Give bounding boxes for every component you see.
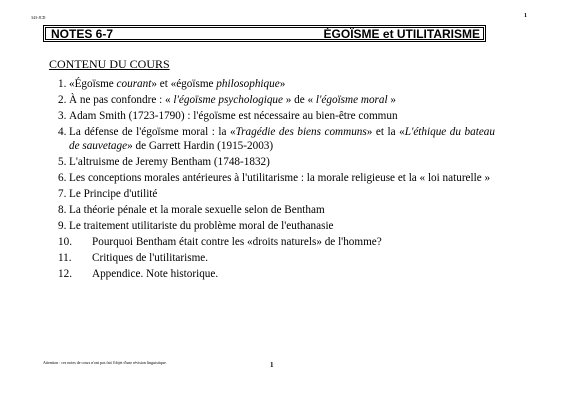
text-segment: Appendice. Note historique.: [92, 268, 219, 280]
text-segment: » et la «: [366, 126, 405, 138]
list-item-number: 7.: [58, 188, 67, 200]
list-item-text: [92, 251, 495, 265]
list-item-number: 10.: [58, 236, 72, 248]
list-item-number: 5.: [58, 156, 67, 168]
title-box: [43, 25, 486, 42]
list-item: [58, 155, 495, 169]
list-item-text: [69, 93, 495, 107]
list-item: [58, 203, 495, 217]
list-item: [58, 219, 495, 233]
page-number-bottom: 1: [270, 361, 274, 369]
list-item-text: [92, 267, 495, 281]
text-segment: » et «égoïsme: [151, 78, 217, 90]
list-item-number: 4.: [58, 126, 67, 138]
text-segment: Le Principe d'utilité: [69, 188, 158, 200]
contents-list: [58, 77, 495, 283]
list-item-text: [69, 187, 495, 201]
list-item-number: 8.: [58, 204, 67, 216]
list-item-text: [69, 155, 495, 169]
list-item-number: 11.: [58, 252, 72, 264]
list-item-text: [69, 109, 495, 123]
italic-text: Tragédie des biens communs: [235, 126, 367, 138]
text-segment: «Égoïsme: [69, 78, 117, 90]
course-title: ÉGOÏSME et UTILITARISME: [323, 27, 480, 41]
list-item-text: [69, 125, 495, 153]
section-title: CONTENU DU COURS: [49, 57, 170, 71]
text-segment: Adam Smith (1723-1790) : l'égoïsme est nécessaire au bien-être commun: [69, 110, 398, 122]
footer-note: Attention : ces notes de cours n'ont pas fait l'objet d'une révision linguistique.: [43, 360, 167, 365]
text-segment: Pourquoi Bentham était contre les «droits naturels» de l'homme?: [92, 236, 382, 248]
text-segment: Les conceptions morales antérieures à l'utilitarisme : la morale religieuse et la « loi naturelle »: [69, 172, 491, 184]
list-item: [58, 125, 495, 153]
list-item-text: [69, 171, 495, 185]
text-segment: Le traitement utilitariste du problème moral de l'euthanasie: [69, 220, 334, 232]
list-item-number: 3.: [58, 110, 67, 122]
text-segment: »: [387, 94, 396, 106]
italic-text: courant: [116, 78, 152, 90]
list-item: [58, 267, 495, 281]
text-segment: » de «: [282, 94, 316, 106]
list-item: [58, 235, 495, 249]
document-code: 343-JCD: [31, 15, 46, 20]
italic-text: l'égoïsme psychologique: [173, 94, 283, 106]
list-item-number: 2.: [58, 94, 67, 106]
list-item-number: 1.: [58, 78, 67, 90]
text-segment: Critiques de l'utilitarisme.: [92, 252, 209, 264]
text-segment: La défense de l'égoïsme moral : la «: [69, 126, 236, 138]
list-item-text: [92, 235, 495, 249]
list-item-number: 12.: [58, 268, 72, 280]
list-item: [58, 77, 495, 91]
page-number-top: 1: [524, 13, 527, 19]
text-segment: »: [279, 78, 286, 90]
list-item-text: [69, 77, 495, 91]
text-segment: La théorie pénale et la morale sexuelle selon de Bentham: [69, 204, 325, 216]
text-segment: L'altruisme de Jeremy Bentham (1748-1832): [69, 156, 270, 168]
text-segment: À ne pas confondre : «: [69, 94, 174, 106]
notes-label: NOTES 6-7: [51, 27, 114, 41]
italic-text: L'éthique du bateau de sauvetage: [69, 126, 495, 152]
list-item-text: [69, 203, 495, 217]
italic-text: l'égoïsme moral: [315, 94, 388, 106]
list-item-number: 6.: [58, 172, 67, 184]
title-box-inner-border: [45, 27, 484, 40]
list-item: [58, 171, 495, 185]
text-segment: » de Garrett Hardin (1915-2003): [127, 140, 274, 152]
list-item: [58, 93, 495, 107]
list-item: [58, 251, 495, 265]
list-item: [58, 187, 495, 201]
list-item-text: [69, 219, 495, 233]
list-item-number: 9.: [58, 220, 67, 232]
italic-text: philosophique: [216, 78, 280, 90]
list-item: [58, 109, 495, 123]
